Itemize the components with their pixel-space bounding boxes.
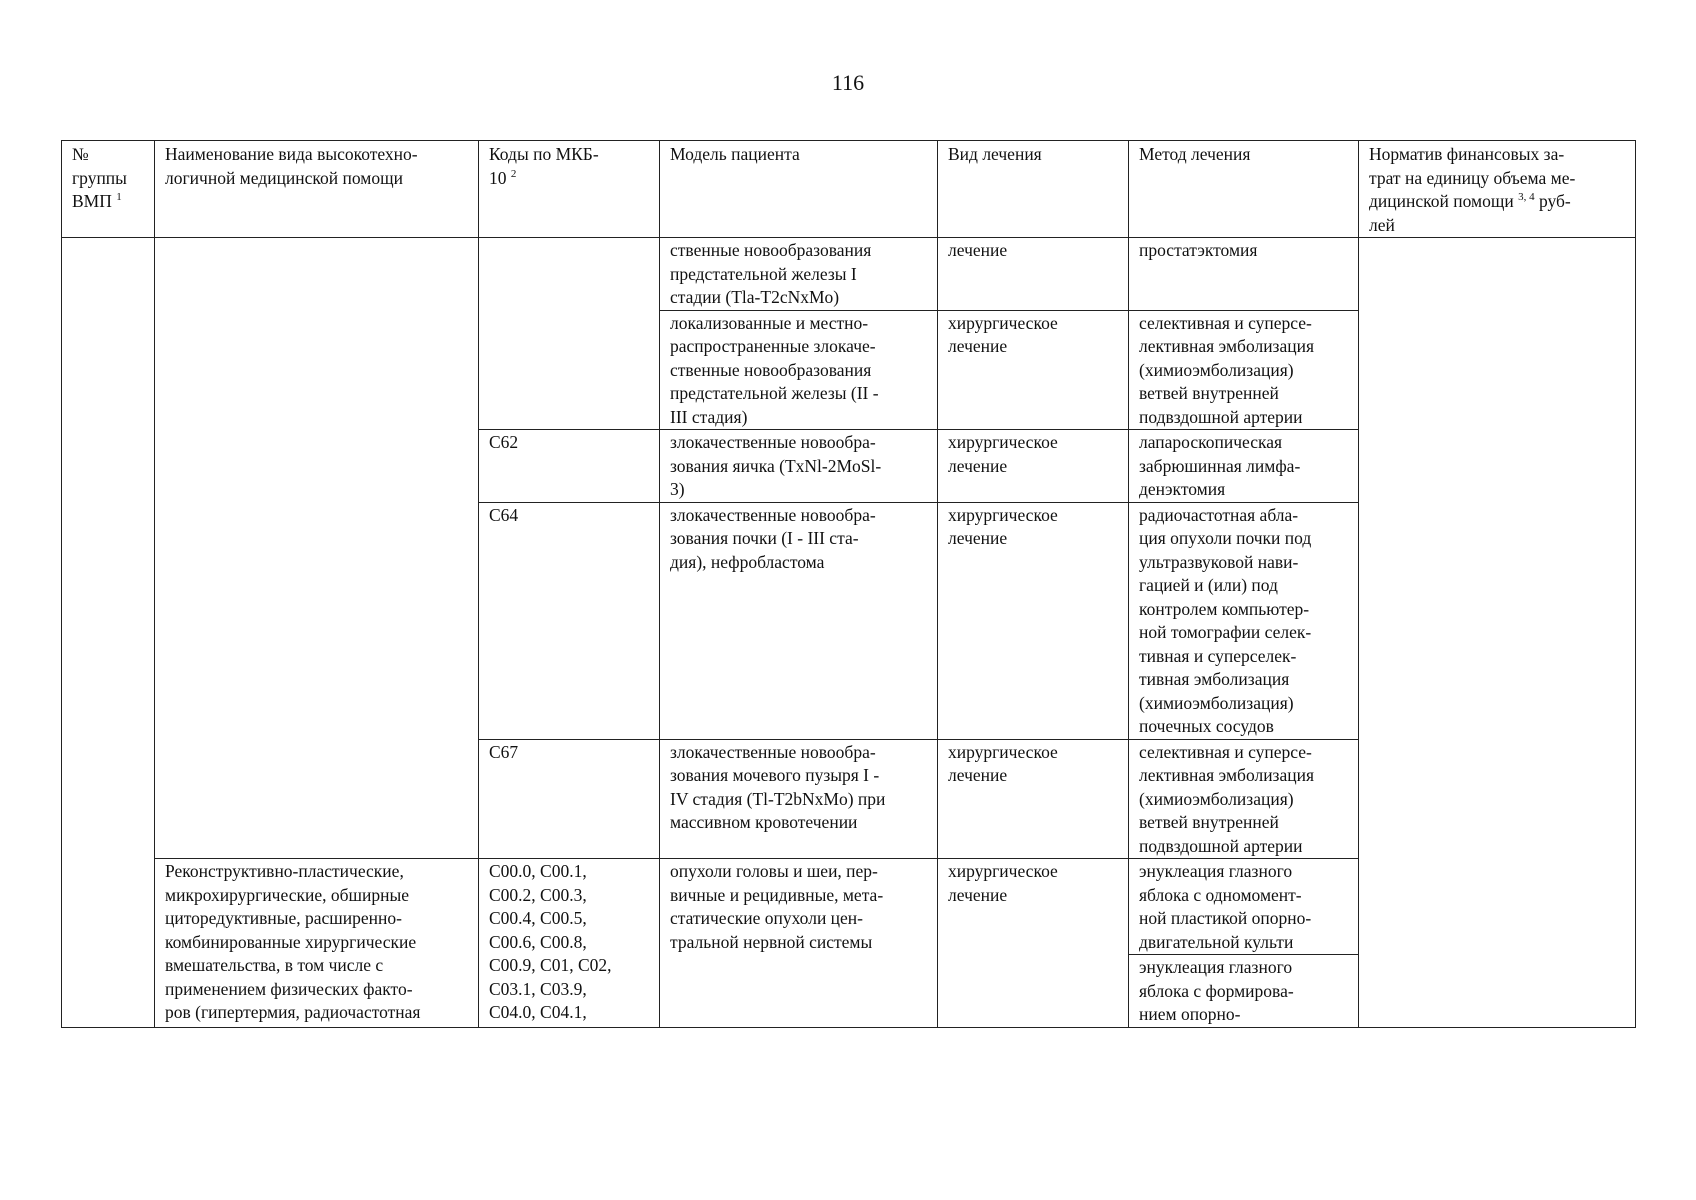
model-cell: злокачественные новообра- зования мочевого пузыря I - IV стадия (Tl-T2bNxMo) при массивном кровотечении [660,739,938,859]
header-model: Модель пациента [660,141,938,238]
table-row [62,238,1636,311]
name-cell: Реконструктивно-пластические, микрохирургические, обширные циторедуктивные, расширенно- комбинированные хирургические вмешательства, в том числе с применением физических факто- ров (гипертермия, радиочастотная [155,859,479,1028]
header-codes: Коды по МКБ- 10 $^2$ [479,141,660,238]
header-group-no: № группы ВМП $^1$ [62,141,155,238]
code-cell: C62 [479,430,660,503]
type-cell: хирургическое лечение [938,859,1129,1028]
type-cell: хирургическое лечение [938,739,1129,859]
code-cell-empty [479,238,660,430]
name-cell-empty [155,238,479,859]
model-cell: локализованные и местно- распространенные злокаче- ственные новообразования предстательной железы (II - III стадия) [660,310,938,430]
vmp-table [61,140,1636,1028]
code-cell: C64 [479,502,660,739]
header-method: Метод лечения [1129,141,1359,238]
model-cell: злокачественные новообра- зования яичка (TxNl-2MoSl- 3) [660,430,938,503]
code-cell: C00.0, C00.1, C00.2, C00.3, C00.4, C00.5, C00.6, C00.8, C00.9, C01, C02, C03.1, C03.9, C04.0, C04.1, [479,859,660,1028]
method-cell: селективная и суперсе- лективная эмболизация (химиоэмболизация) ветвей внутренней подвздошной артерии [1129,739,1359,859]
type-cell: хирургическое лечение [938,430,1129,503]
header-name: Наименование вида высокотехно- логичной медицинской помощи [155,141,479,238]
header-row [62,141,1636,238]
method-cell: простатэктомия [1129,238,1359,311]
type-cell: хирургическое лечение [938,310,1129,430]
method-cell: энуклеация глазного яблока с одномомент- ной пластикой опорно- двигательной культи [1129,859,1359,955]
type-cell: хирургическое лечение [938,502,1129,739]
norm-cell [1359,238,1636,1028]
type-cell: лечение [938,238,1129,311]
model-cell: опухоли головы и шеи, пер- вичные и рецидивные, мета- статические опухоли цен- тральной нервной системы [660,859,938,1028]
method-cell: селективная и суперсе- лективная эмболизация (химиоэмболизация) ветвей внутренней подвздошной артерии [1129,310,1359,430]
group-no-cell [62,238,155,1028]
model-cell: злокачественные новообра- зования почки (I - III ста- дия), нефробластома [660,502,938,739]
method-cell: лапароскопическая забрюшинная лимфа- денэктомия [1129,430,1359,503]
header-norm: Норматив финансовых за- трат на единицу объема ме- дицинской помощи $^{3, 4}$ руб- лей [1359,141,1636,238]
model-cell: ственные новообразования предстательной железы I стадии (Tla-T2cNxMo) [660,238,938,311]
header-type: Вид лечения [938,141,1129,238]
method-cell: радиочастотная абла- ция опухоли почки под ультразвуковой нави- гацией и (или) под контролем компьютер- ной томографии селек- тивная и суперселек- тивная эмболизация (химиоэмболизация) почечных сосудов [1129,502,1359,739]
code-cell: C67 [479,739,660,859]
method-cell: энуклеация глазного яблока с формирова- нием опорно- [1129,955,1359,1028]
page-number: 116 [831,70,865,95]
